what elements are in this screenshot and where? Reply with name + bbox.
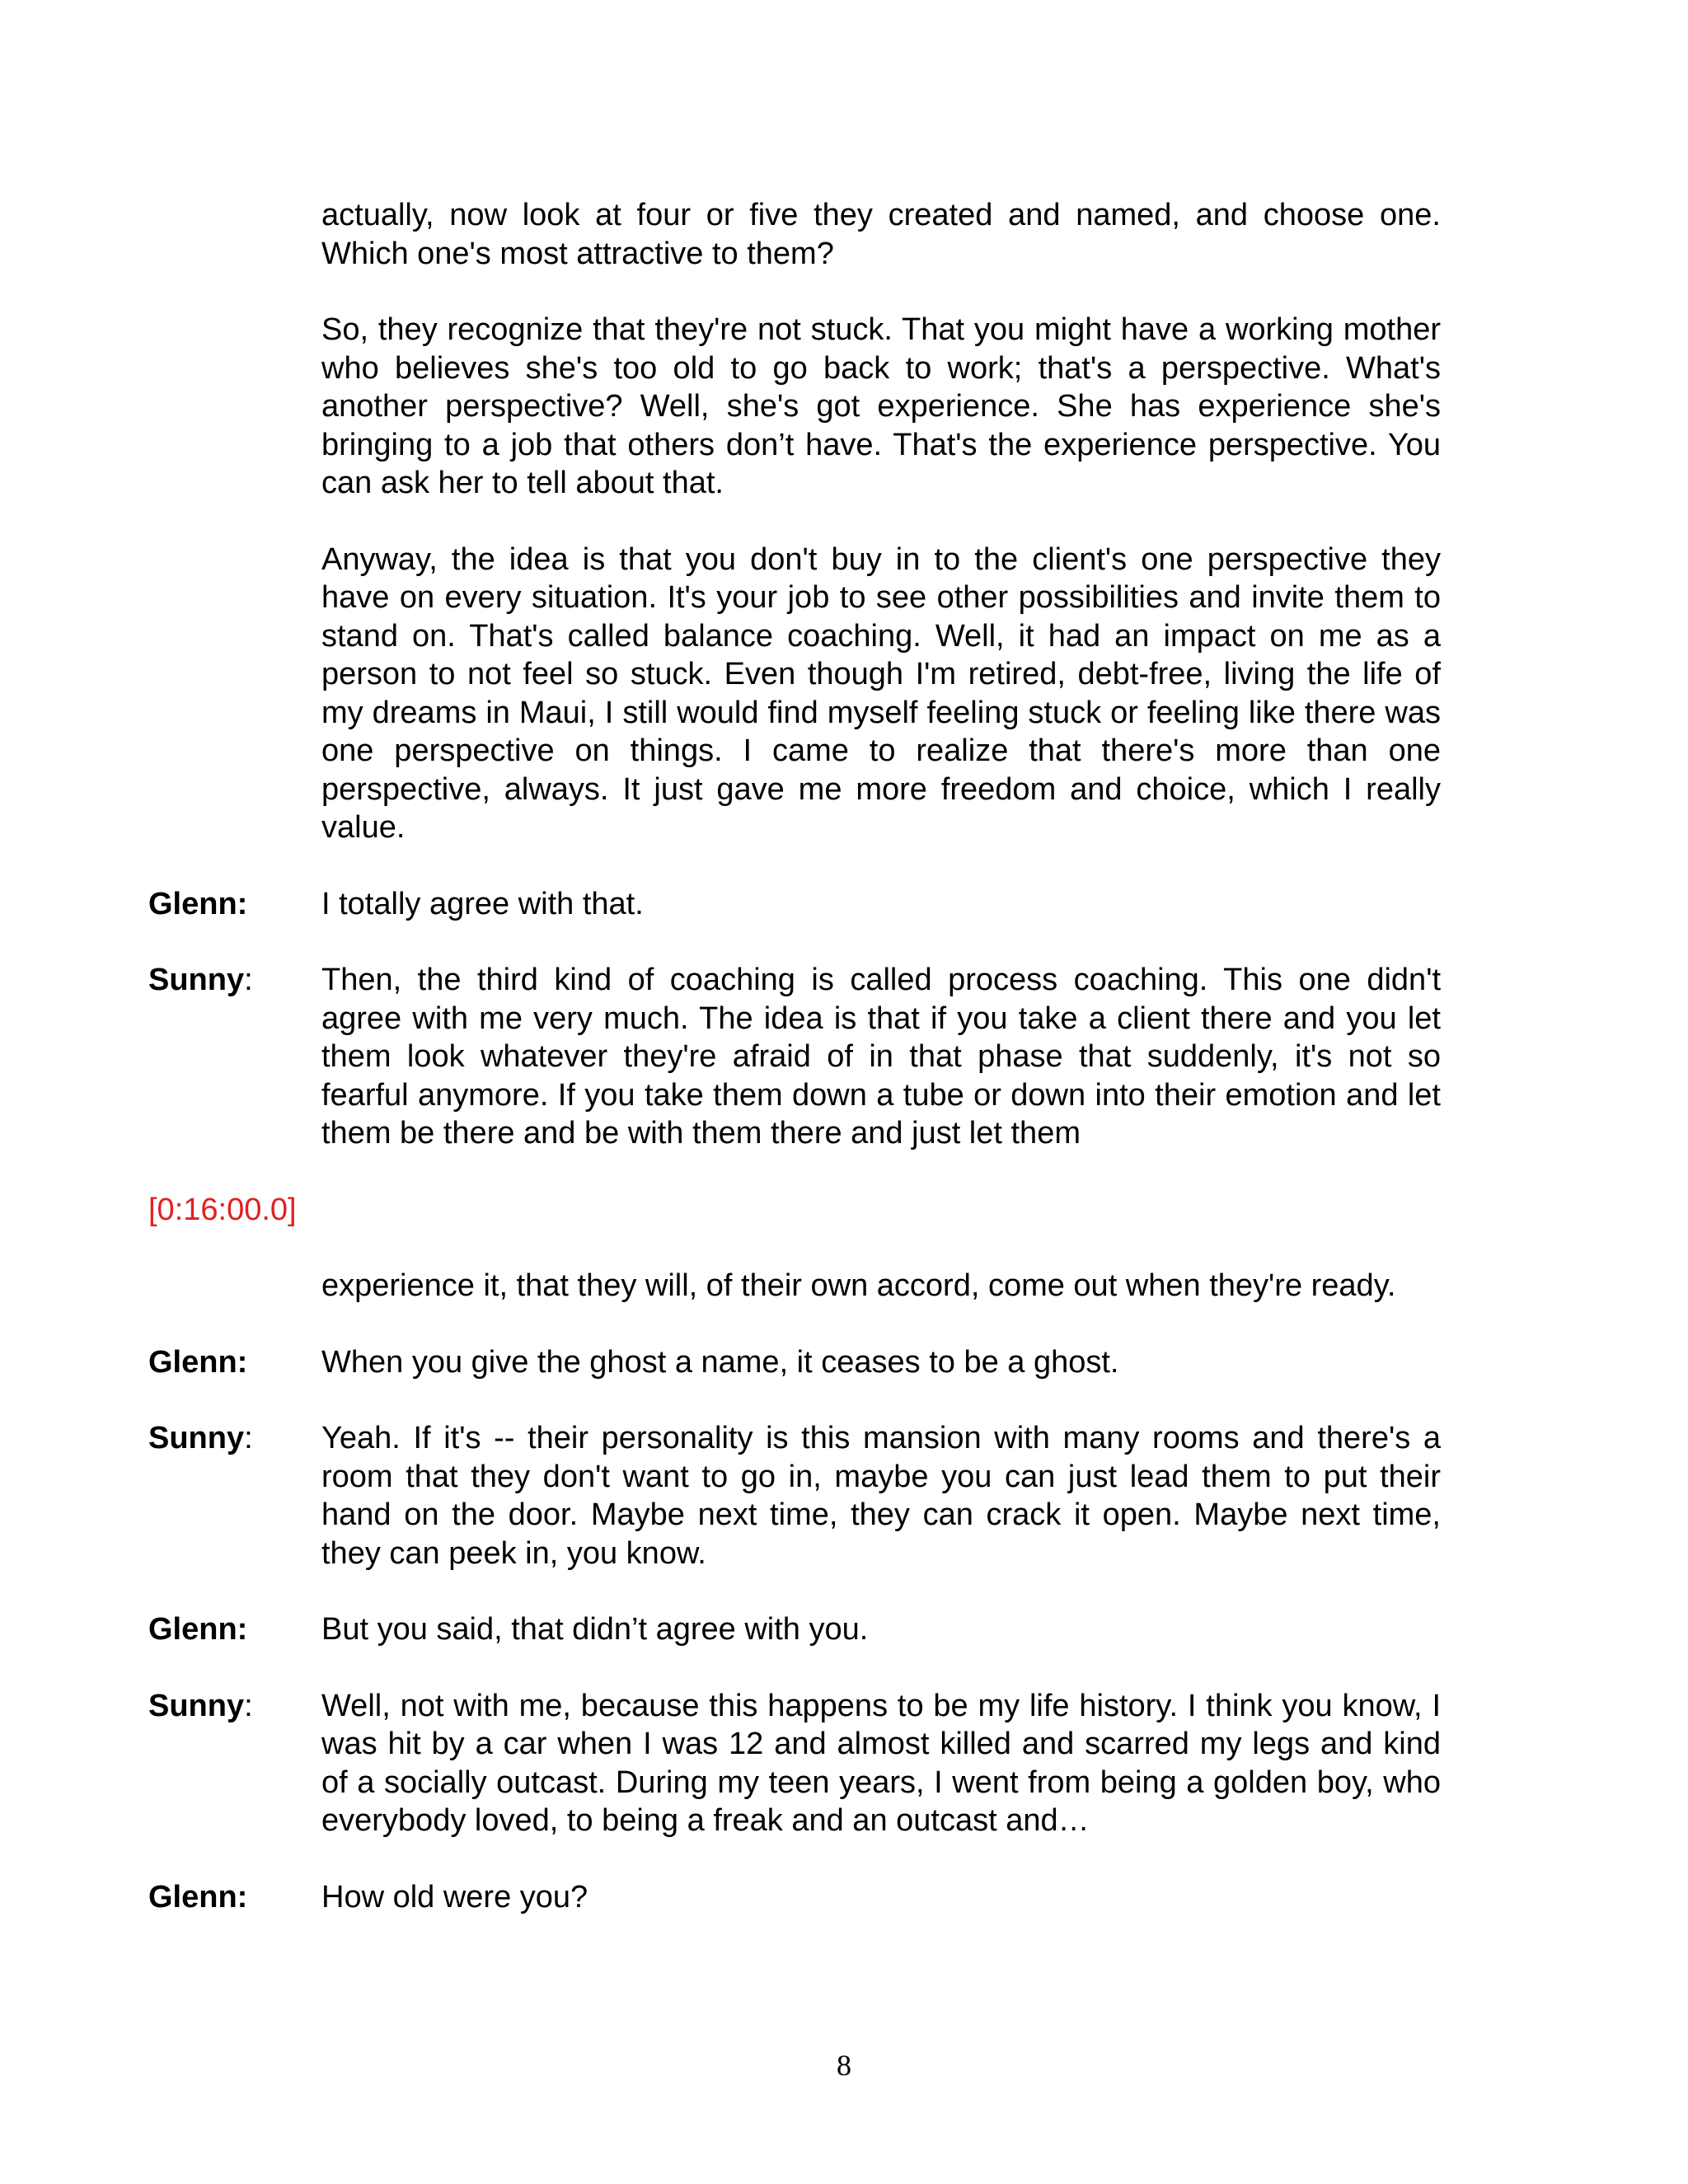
timestamp-marker: [0:16:00.0] (148, 1192, 297, 1227)
paragraph-text: When you give the ghost a name, it ceases to be a ghost. (321, 1344, 1119, 1380)
paragraph-text: Anyway, the idea is that you don't buy in to the client's one perspective they have on every situation. It's your job to see other possibilities and invite them to stand on. That's called balance coaching. Well, it had an impact on me as a person to not feel so stuck. Even though I'm retired, debt-free, living the life of my dreams in Maui, I still would find myself feeling stuck or feeling like there was one perspective on things. I came to realize that there's more than one perspective, always. It just gave me more freedom and choice, which I really value. (321, 541, 1441, 845)
transcript-paragraph (148, 541, 1441, 847)
transcript-paragraph (148, 196, 1441, 273)
paragraph-text: But you said, that didn’t agree with you. (321, 1612, 869, 1647)
transcript-paragraph (148, 1267, 1441, 1305)
paragraph-text: How old were you? (321, 1879, 588, 1915)
speaker-label: Sunny: (148, 963, 253, 997)
speaker-label: Glenn: (148, 1879, 248, 1915)
speaker-label: Sunny: (148, 1421, 253, 1455)
paragraph-text: I totally agree with that. (321, 886, 644, 921)
transcript-paragraph (148, 961, 1441, 1153)
speaker-label: Glenn: (148, 886, 248, 921)
transcript-paragraph (148, 311, 1441, 503)
speaker-label: Sunny: (148, 1688, 253, 1723)
paragraph-text: So, they recognize that they're not stuck. That you might have a working mother who believes she's too old to go back to work; that's a perspective. What's another perspective? Well, she's got experience. She has experience she's bringing to a job that others don’t have. That's the experience perspective. You can ask her to tell about that. (321, 312, 1441, 500)
transcript-paragraph (148, 1419, 1441, 1572)
transcript-paragraph (148, 1878, 1441, 1917)
paragraph-text: Yeah. If it's -- their personality is this mansion with many rooms and there's a room that they don't want to go in, maybe you can just lead them to put their hand on the door. Maybe next time, they can crack it open. Maybe next time, they can peek in, you know. (321, 1421, 1441, 1571)
paragraph-text: actually, now look at four or five they created and named, and choose one. Which one's most attractive to them? (321, 198, 1441, 271)
paragraph-text: Then, the third kind of coaching is called process coaching. This one didn't agree with me very much. The idea is that if you take a client there and you let them look whatever they're afraid of in that phase that suddenly, it's not so fearful anymore. If you take them down a tube or down into their emotion and let them be there and be with them there and just let them (321, 963, 1441, 1151)
transcript-body (148, 196, 1441, 1954)
transcript-paragraph (148, 1343, 1441, 1382)
speaker-label: Glenn: (148, 1344, 248, 1380)
transcript-paragraph (148, 1610, 1441, 1649)
page-number: 8 (837, 2049, 851, 2082)
transcript-paragraph (148, 1687, 1441, 1840)
paragraph-text: experience it, that they will, of their own accord, come out when they're ready. (321, 1268, 1396, 1303)
speaker-label: Glenn: (148, 1612, 248, 1647)
transcript-paragraph (148, 885, 1441, 924)
paragraph-text: Well, not with me, because this happens to be my life history. I think you know, I was hit by a car when I was 12 and almost killed and scarred my legs and kind of a socially outcast. During my teen years, I went from being a golden boy, who everybody loved, to being a freak and an outcast and… (321, 1688, 1441, 1838)
